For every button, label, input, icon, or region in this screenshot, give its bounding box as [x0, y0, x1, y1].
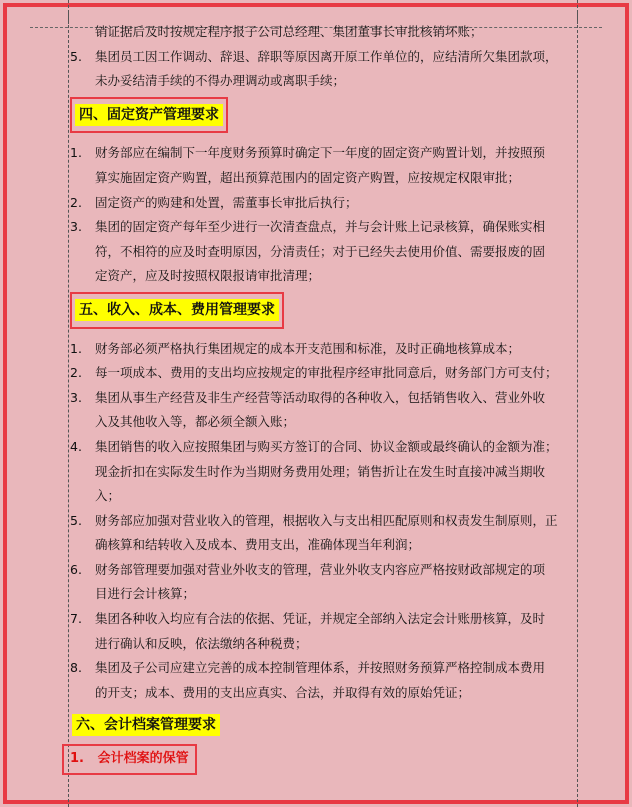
- corner-mark: [68, 10, 69, 24]
- corner-mark: [577, 10, 578, 24]
- list-item: [70, 386, 560, 435]
- list-number: 3.: [70, 219, 82, 235]
- list-item: [70, 141, 560, 190]
- text-line: 入及其他收入等，都必须全额入账；: [95, 414, 296, 430]
- list-number: 1.: [70, 340, 82, 356]
- list-text: [95, 386, 560, 435]
- text-line: 集团各种收入均应有合法的依据、凭证，并规定全部纳入法定会计账册核算，及时: [95, 611, 546, 627]
- text-line: 入；: [95, 488, 121, 504]
- list-text: [95, 435, 560, 509]
- text-line: 的开支；成本、费用的支出应真实、合法，并取得有效的原始凭证；: [95, 684, 471, 700]
- list-number: 5.: [70, 512, 82, 528]
- text-line: 集团从事生产经营及非生产经营等活动取得的各种收入，包括销售收入、营业外收: [95, 389, 546, 405]
- text-line: 财务部应在编制下一年度财务预算时确定下一年度的固定资产购置计划，并按照预: [95, 145, 546, 161]
- list-text: [95, 141, 560, 190]
- section-6-heading: 六、会计档案管理要求: [70, 713, 560, 738]
- text-line: 固定资产的购建和处置，需董事长审批后执行；: [95, 194, 358, 210]
- list-text: [95, 558, 560, 607]
- list-item: 5. 集团员工因工作调动、辞退、辞职等原因离开原工作单位的，应结清所欠集团款项， 未办妥结清手续的不得办理调动或离职手续；: [70, 48, 558, 89]
- list-item: [70, 215, 560, 289]
- text-line: 财务部必须严格执行集团规定的成本开支范围和标准，及时正确地核算成本；: [95, 340, 521, 356]
- document-page: [70, 20, 560, 775]
- text-line: 财务部管理要加强对营业外收支的管理，营业外收支内容应严格按财政部规定的项: [95, 561, 546, 577]
- text-line: 集团销售的收入应按照集团与购买方签订的合同、协议金额或最终确认的金额为准；: [95, 438, 558, 454]
- list-number: 6.: [70, 561, 82, 577]
- list-number: 7.: [70, 611, 82, 627]
- list-item: [70, 361, 560, 386]
- list-number: 2.: [70, 194, 82, 210]
- section-4-heading: 四、固定资产管理要求: [70, 97, 228, 134]
- list-item: [70, 337, 560, 362]
- section-4-list: [70, 141, 560, 289]
- list-number: 2.: [70, 365, 82, 381]
- list-number: 3.: [70, 389, 82, 405]
- text-line: 集团的固定资产每年至少进行一次清查盘点，并与会计账上记录核算，确保账实相: [95, 219, 546, 235]
- text-line: 财务部应加强对营业收入的管理，根据收入与支出相匹配原则和权责发生制原则，正: [95, 512, 558, 528]
- text-line: 符，不相符的应及时查明原因，分清责任；对于已经失去使用价值、需要报废的固: [95, 243, 546, 259]
- list-item: [70, 509, 560, 558]
- continuation-line: 销证据后及时按规定程序报子公司总经理、集团董事长审批核销坏账；: [95, 24, 483, 39]
- list-text: [95, 191, 560, 216]
- list-text: [95, 607, 560, 656]
- list-number: 1.: [70, 145, 82, 161]
- list-item: [70, 558, 560, 607]
- list-item: [70, 191, 560, 216]
- list-number: 8.: [70, 660, 82, 676]
- list-number: 4.: [70, 438, 82, 454]
- section-5-list: [70, 337, 560, 706]
- text-line: 进行确认和反映，依法缴纳各种税费；: [95, 635, 308, 651]
- subsection-heading: 1. 会计档案的保管: [62, 744, 197, 775]
- text-line: 每一项成本、费用的支出均应按规定的审批程序经审批同意后，财务部门方可支付；: [95, 365, 558, 381]
- list-item: [70, 607, 560, 656]
- text-line: 集团及子公司应建立完善的成本控制管理体系，并按照财务预算严格控制成本费用: [95, 660, 546, 676]
- list-text: [95, 361, 560, 386]
- text-line: 定资产，应及时按照权限报请审批清理；: [95, 268, 321, 284]
- list-text: [95, 215, 560, 289]
- list-item: [70, 435, 560, 509]
- list-text: [95, 337, 560, 362]
- text-line: 算实施固定资产购置，超出预算范围内的固定资产购置，应按规定权限审批；: [95, 169, 521, 185]
- list-text: [95, 656, 560, 705]
- section-5-heading: 五、收入、成本、费用管理要求: [70, 292, 284, 329]
- text-line: 确核算和结转收入及成本、费用支出，准确体现当年利润；: [95, 537, 421, 553]
- text-line: 现金折扣在实际发生时作为当期财务费用处理；销售折让在发生时直接冲减当期收: [95, 463, 546, 479]
- list-text: [95, 509, 560, 558]
- text-line: 目进行会计核算；: [95, 586, 196, 602]
- list-item: [70, 656, 560, 705]
